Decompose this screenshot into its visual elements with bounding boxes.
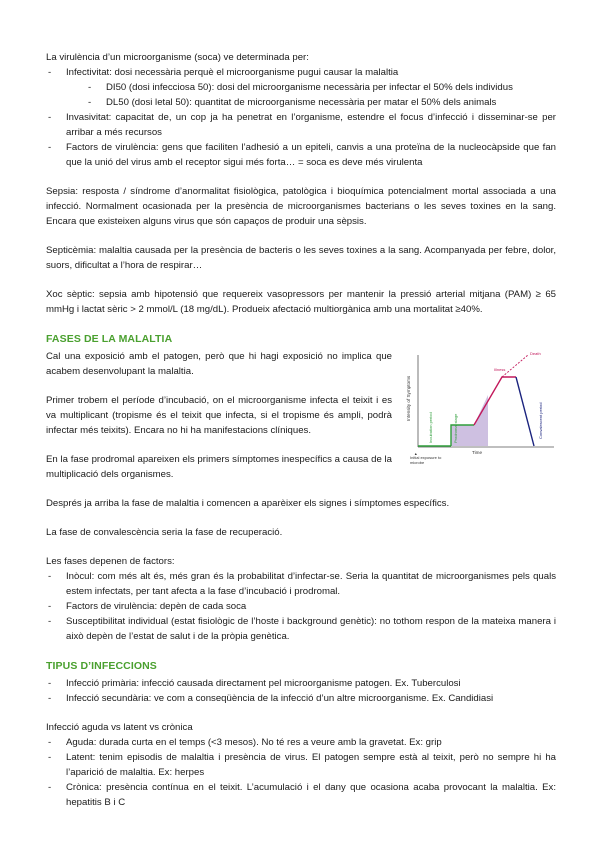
septicemia-paragraph: Septicèmia: malaltia causada per la presència de bacteris o les seves toxines a la sang. Acompanyada per febre, dolor, suors, dificultat a l’hora de respirar… <box>46 245 556 271</box>
phases-title: FASES DE LA MALALTIA <box>46 333 173 345</box>
phases-section <box>46 331 556 644</box>
disease-phases-figure <box>404 347 558 473</box>
list-item: - Infecció primària: infecció causada directament pel microorganisme patogen. Ex. Tuberculosi <box>46 676 556 691</box>
convalescence-paragraph: La fase de convalescència seria la fase de recuperació. <box>46 527 283 538</box>
death-label: Death <box>530 351 541 356</box>
list-item: - Latent: tenim episodis de malaltia i presència de virus. El patogen sempre està al teixit, però no sempre hi ha l’aparició de malaltia. Ex: herpes <box>46 750 556 780</box>
incubation-paragraph: Primer trobem el període d’incubació, on el microorganisme infecta el teixit i es va multiplicant (tropisme és el teixit que infecta, si el tropisme és ampli, podrà infectar més teixits). Encara no hi ha manifestacions clíniques. <box>46 395 392 436</box>
list-item: - Infectivitat: dosi necessària perquè el microorganisme pugui causar la malaltia <box>46 65 556 80</box>
exposure-marker: ▲ <box>414 452 418 456</box>
illness-label: Illness <box>494 367 506 372</box>
factors-heading: Les fases depenen de factors: <box>46 556 175 567</box>
list-item: - Inòcul: com més alt és, més gran és la probabilitat d’infectar-se. Seria la quantitat de microorganismes pels quals estem infectats, per tant afecta a la fase d’incubació i prodromal. <box>46 569 556 599</box>
list-item: - Factors de virulència: gens que faciliten l’adhesió a un epiteli, canvis a una proteïna de la nucleocàpside que fan que la unió del virus amb el receptor sigui més forta… = soca es deve més virulenta <box>46 140 556 170</box>
y-axis-label: Intensity of Symptoms <box>406 375 411 421</box>
sepsis-paragraph: Sepsia: resposta / síndrome d’anormalitat fisiològica, patològica i bioquímica potencialment mortal associada a una infecció. Normalment ocasionada per la presència de microorganismes bacterians o les seves toxines en la sang. Encara que existeixen alguns virus que són capaços de produir una sèpsis. <box>46 186 556 227</box>
list-item: - DL50 (dosi letal 50): quantitat de microorganisme necessària per matar el 50% dels animals <box>46 95 556 110</box>
incubation-label: Incubation period <box>428 412 433 443</box>
list-item: - DI50 (dosi infecciosa 50): dosi del microorganisme necessària per infectar el 50% dels individus <box>46 80 556 95</box>
convalescent-label: Convalescent period <box>538 402 543 439</box>
virulence-heading: La virulència d’un microorganisme (soca) ve determinada per: <box>46 52 309 63</box>
prodromal-paragraph: En la fase prodromal apareixen els primers símptomes inespecífics a causa de la multiplicació dels organismes. <box>46 454 392 480</box>
list-item: - Aguda: durada curta en el temps (<3 mesos). No té res a veure amb la gravetat. Ex: grip <box>46 735 556 750</box>
types-list <box>46 676 556 706</box>
list-item: - Invasivitat: capacitat de, un cop ja ha penetrat en l’organisme, estendre el focus d’infecció i disseminar-se per arribar a més recursos <box>46 110 556 140</box>
acute-section <box>46 720 556 810</box>
prodromal-label: Prodromal stage <box>453 413 458 443</box>
list-item: - Infecció secundària: ve com a conseqüència de la infecció d’un altre microorganisme. Ex. Candidiasi <box>46 691 556 706</box>
acute-heading: Infecció aguda vs latent vs crònica <box>46 722 193 733</box>
exposure-label-box <box>410 456 442 472</box>
virulence-list <box>46 65 556 170</box>
virulence-section <box>46 50 556 170</box>
phases-figure-wrap <box>46 349 556 482</box>
list-item: - Factors de virulència: depèn de cada soca <box>46 599 556 614</box>
death-curve <box>502 355 528 377</box>
list-item: - Crònica: presència contínua en el teixit. L’acumulació i el dany que ocasiona acaba provocant la malaltia. Ex: hepatitis B i C <box>46 780 556 810</box>
exposure-paragraph: Cal una exposició amb el patogen, però que hi hagi exposició no implica que acabem desenvolupant la malaltia. <box>46 351 392 377</box>
factors-list <box>46 569 556 644</box>
phases-text-column <box>46 349 392 482</box>
illness-paragraph: Després ja arriba la fase de malaltia i comencen a aparèixer els signes i símptomes específics. <box>46 498 450 509</box>
types-section <box>46 658 556 706</box>
convalescent-curve <box>516 377 534 446</box>
exposure-label: Initial exposure to microbe <box>410 456 442 465</box>
septic-shock-paragraph: Xoc sèptic: sepsia amb hipotensió que requereix vasopressors per mantenir la pressió arterial mitjana (PAM) ≥ 65 mmHg i lactat sèric > 2 mmol/L (18 mg/dL). Produeix afectació multiorgànica amb una mortalitat ≥40%. <box>46 289 556 315</box>
document-page <box>46 50 556 810</box>
acute-list <box>46 735 556 810</box>
x-axis-label: Time <box>472 450 483 455</box>
list-item: - Susceptibilitat individual (estat fisiològic de l’hoste i background genètic): no tothom respon de la mateixa manera i això depèn de l’estat de salut i de la pròpia genètica. <box>46 614 556 644</box>
types-title: TIPUS D’INFECCIONS <box>46 660 157 672</box>
